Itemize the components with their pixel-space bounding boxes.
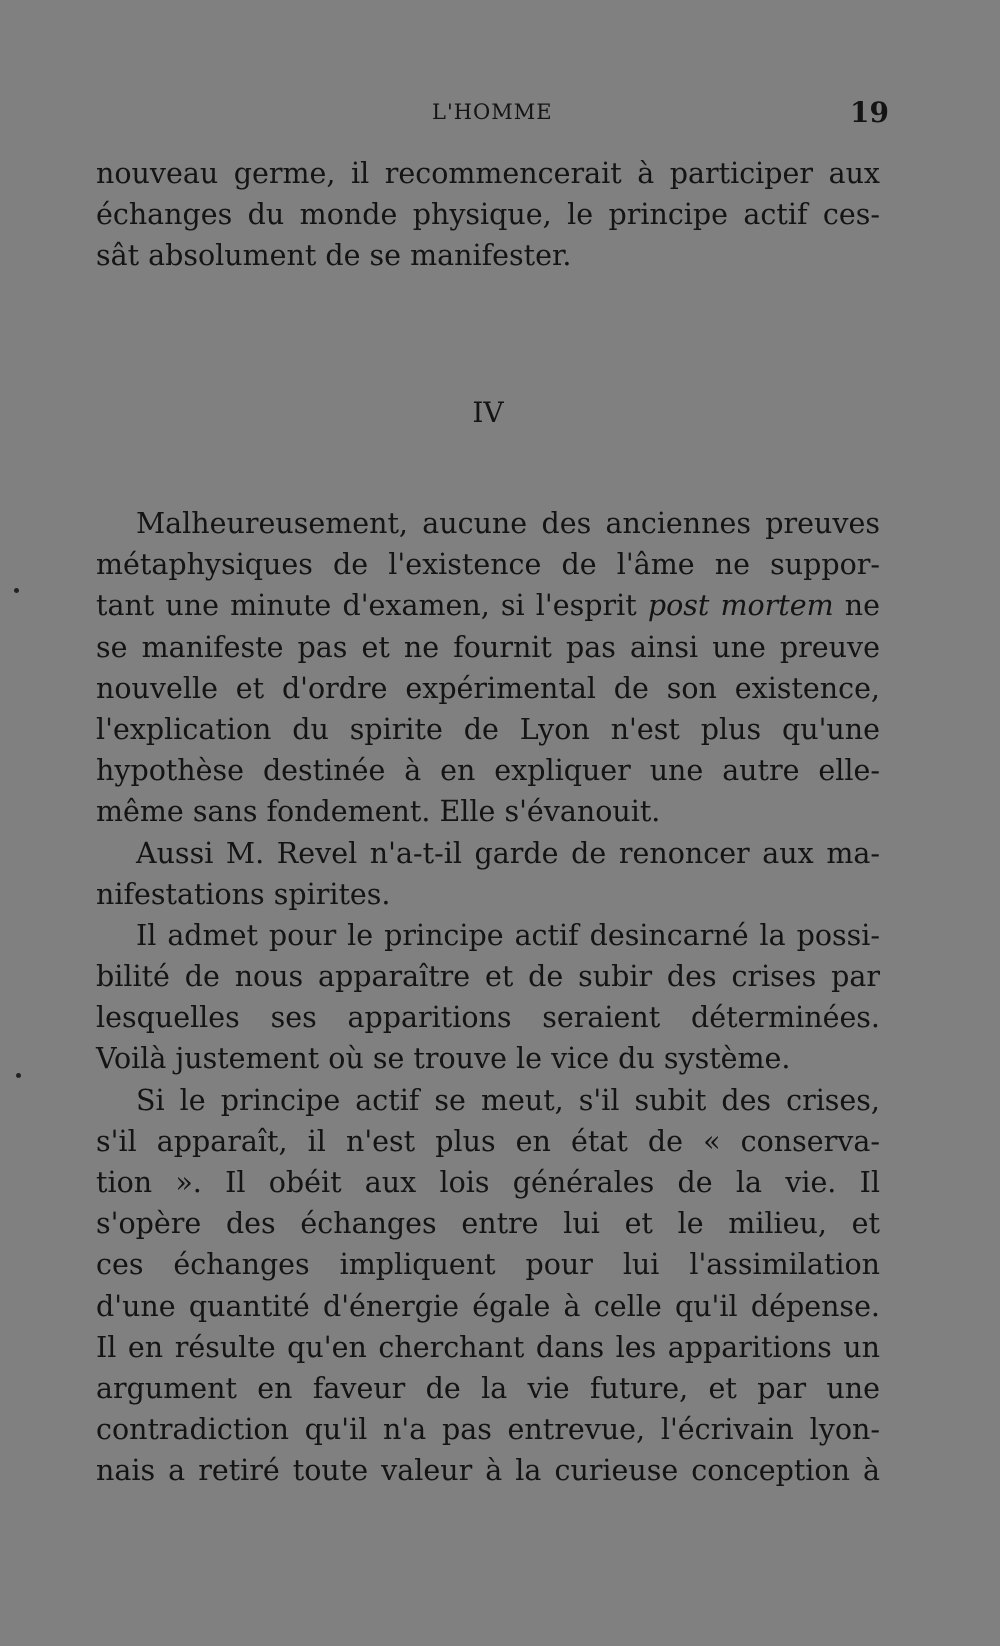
text-line: contradiction qu'il n'a pas entrevue, l'écrivain lyon- [96, 1413, 880, 1447]
text-line: lesquelles ses apparitions seraient déterminées. [96, 1001, 880, 1035]
text-line: nouvelle et d'ordre expérimental de son existence, [96, 671, 880, 705]
page-number: 19 [850, 96, 889, 129]
text-line: Malheureusement, aucune des anciennes preuves [136, 507, 880, 540]
text-line: se manifeste pas et ne fournit pas ainsi une preuve [96, 630, 880, 664]
section-numeral: IV [472, 396, 504, 429]
text-line: nifestations spirites. [96, 877, 391, 911]
italic-phrase: post mortem [647, 589, 834, 623]
text-line: s'il apparaît, il n'est plus en état de « conserva- [96, 1124, 880, 1158]
text-line: sât absolument de se manifester. [96, 239, 572, 273]
text-line: même sans fondement. Elle s'évanouit. [96, 795, 661, 829]
text-line: métaphysiques de l'existence de l'âme ne suppor- [96, 548, 880, 582]
text-line: hypothèse destinée à en expliquer une autre elle- [96, 754, 880, 788]
text-line-with-italic [96, 585, 880, 626]
text-line: nais a retiré toute valeur à la curieuse conception à [96, 1454, 880, 1488]
text-line: Si le principe actif se meut, s'il subit des crises, [136, 1083, 880, 1117]
text-line-part: tant une minute d'examen, si l'esprit [96, 589, 648, 623]
section-heading [0, 396, 1000, 429]
text-line: bilité de nous apparaître et de subir des crises par [96, 960, 880, 994]
text-line: Il admet pour le principe actif desincarné la possi- [136, 918, 880, 952]
text-line: l'explication du spirite de Lyon n'est plus qu'une [96, 712, 880, 746]
text-line: d'une quantité d'énergie égale à celle qu'il dépense. [96, 1289, 880, 1323]
ink-speck [14, 588, 19, 593]
text-line: Aussi M. Revel n'a-t-il garde de renoncer aux ma- [136, 836, 880, 870]
running-title: L'HOMME [432, 100, 553, 124]
text-line: nouveau germe, il recommencerait à participer aux [96, 157, 880, 190]
text-line: tion ». Il obéit aux lois générales de la vie. Il [96, 1166, 880, 1199]
text-line: Voilà justement où se trouve le vice du système. [96, 1042, 791, 1076]
continuation-text [96, 153, 880, 277]
text-line: ces échanges impliquent pour lui l'assimilation [96, 1248, 880, 1282]
text-line: échanges du monde physique, le principe actif ces- [96, 198, 880, 232]
running-head [0, 96, 1000, 140]
ink-speck [16, 1073, 21, 1078]
body-text [96, 503, 880, 1492]
text-line: argument en faveur de la vie future, et par une [96, 1371, 880, 1405]
text-line: Il en résulte qu'en cherchant dans les apparitions un [96, 1330, 880, 1364]
text-line: s'opère des échanges entre lui et le milieu, et [96, 1207, 880, 1241]
text-line-part: ne [833, 589, 880, 623]
